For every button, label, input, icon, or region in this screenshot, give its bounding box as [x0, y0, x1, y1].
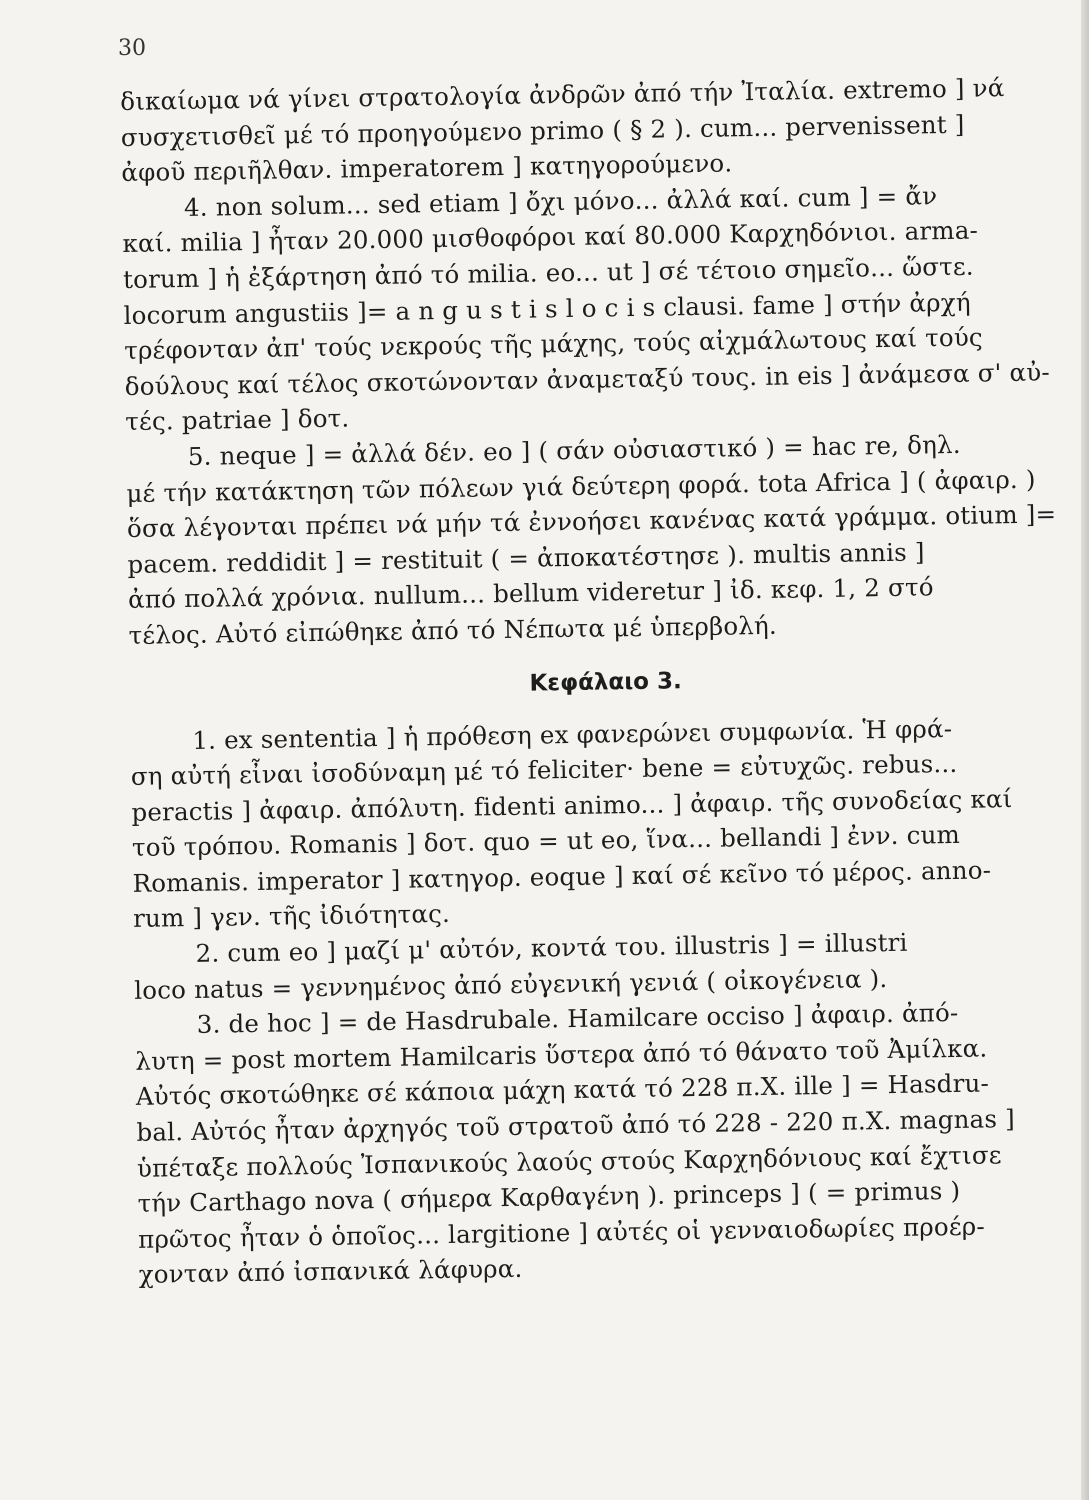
text-line: pacem. reddidit ] = restituit ( = ἀποκατέστησε ). multis annis ] — [127, 537, 925, 579]
text-line: ἀφοῦ περιῆλθαν. imperatorem ] κατηγορούμενο. — [121, 148, 733, 188]
text-line: ὅσα λέγονται πρέπει νά μήν τά ἐννοήσει κανένας κατά γράμμα. otium ]= — [126, 499, 1057, 544]
text-line: τές. patriae ] δοτ. — [125, 403, 350, 437]
text-line: ὑπέταξε πολλούς Ἰσπανικούς λαούς στούς Καρχηδόνιους καί ἔχτισε — [136, 1139, 1002, 1183]
text-line: Αὐτός σκοτώθηκε σέ κάποια μάχη κατά τό 228 π.Χ. ille ] = Hasdru- — [135, 1068, 990, 1112]
text-line: δικαίωμα νά γίνει στρατολογία ἀνδρῶν ἀπό τήν Ἰταλία. extremo ] νά — [120, 73, 1005, 116]
text-line: rum ] γεν. τῆς ἰδιότητας. — [132, 899, 451, 934]
text-line: τοῦ τρόπου. Romanis ] δοτ. quo = ut eo, ἵνα... bellandi ] ἐνν. cum — [131, 820, 961, 863]
text-line: δούλους καί τέλος σκοτώνονταν ἀναμεταξύ τους. in eis ] ἀνάμεσα σ' αὐ- — [124, 357, 1051, 401]
text-line: 3. de hoc ] = de Hasdrubale. Hamilcare occiso ] ἀφαιρ. ἀπό- — [196, 998, 959, 1040]
text-line: Romanis. imperator ] κατηγορ. eoque ] καί σέ κεῖνο τό μέρος. anno- — [132, 855, 992, 898]
text-line: peractis ] ἀφαιρ. ἀπόλυτη. fidenti animo... ] ἀφαιρ. τῆς συνοδείας καί — [131, 783, 1013, 827]
text-line: καί. milia ] ἦταν 20.000 μισθοφόροι καί 80.000 Καρχηδόνιοι. arma- — [122, 215, 979, 259]
text-line: μέ τήν κατάκτηση τῶν πόλεων γιά δεύτερη φορά. tota Africa ] ( ἀφαιρ. ) — [126, 464, 1036, 508]
text-line: bal. Αὐτός ἦταν ἀρχηγός τοῦ στρατοῦ ἀπό τό 228 - 220 π.Χ. magnas ] — [136, 1104, 1016, 1147]
text-line: locorum angustiis ]= a n g u s t i s l o c i s clausi. fame ] στήν ἀρχή — [123, 287, 971, 330]
text-line: πρῶτος ἦταν ὁ ὁποῖος... largitione ] αὐτές οἱ γενναιοδωρίες προέρ- — [137, 1211, 986, 1254]
page-number: 30 — [118, 36, 146, 61]
text-line: χονταν ἀπό ἰσπανικά λάφυρα. — [138, 1254, 523, 1290]
chapter-heading: Κεφάλαιο 3. — [529, 667, 682, 697]
page-edge-shadow — [1081, 0, 1089, 1500]
text-line: 4. non solum... sed etiam ] ὄχι μόνο... ἀλλά καί. cum ] = ἄν — [183, 180, 938, 222]
text-line: 2. cum eo ] μαζί μ' αὐτόν, κοντά του. illustris ] = illustri — [195, 927, 908, 968]
text-line: συσχετισθεῖ μέ τό προηγούμενο primo ( § 2 ). cum... pervenissent ] — [120, 109, 965, 152]
text-line: torum ] ἡ ἐξάρτηση ἀπό τό milia. eo... ut ] σέ τέτοιο σημεῖο... ὥστε. — [122, 251, 975, 294]
text-line: τήν Carthago nova ( σήμερα Καρθαγένη ). princeps ] ( = primus ) — [137, 1176, 961, 1219]
text-line: ἀπό πολλά χρόνια. nullum... bellum videretur ] ἰδ. κεφ. 1, 2 στό — [127, 572, 934, 615]
text-line: loco natus = γεννημένος ἀπό εὐγενική γενιά ( οἰκογένεια ). — [134, 963, 888, 1005]
body-text — [120, 70, 1057, 1293]
text-line: 1. ex sententia ] ἡ πρόθεση ex φανερώνει συμφωνία. Ἡ φρά- — [192, 713, 953, 755]
text-line: ση αὐτή εἶναι ἰσοδύναμη μέ τό feliciter· bene = εὐτυχῶς. rebus... — [130, 749, 958, 792]
text-line: τρέφονταν ἀπ' τούς νεκρούς τῆς μάχης, τούς αἰχμάλωτους καί τούς — [123, 322, 984, 366]
text-line: τέλος. Αὐτό εἰπώθηκε ἀπό τό Νέπωτα μέ ὑπερβολή. — [128, 610, 778, 650]
text-line: 5. neque ] = ἀλλά δέν. eo ] ( σάν οὐσιαστικό ) = hac re, δηλ. — [187, 429, 961, 471]
text-line: λυτη = post mortem Hamilcaris ὕστερα ἀπό τό θάνατο τοῦ Ἀμίλκα. — [135, 1033, 988, 1076]
